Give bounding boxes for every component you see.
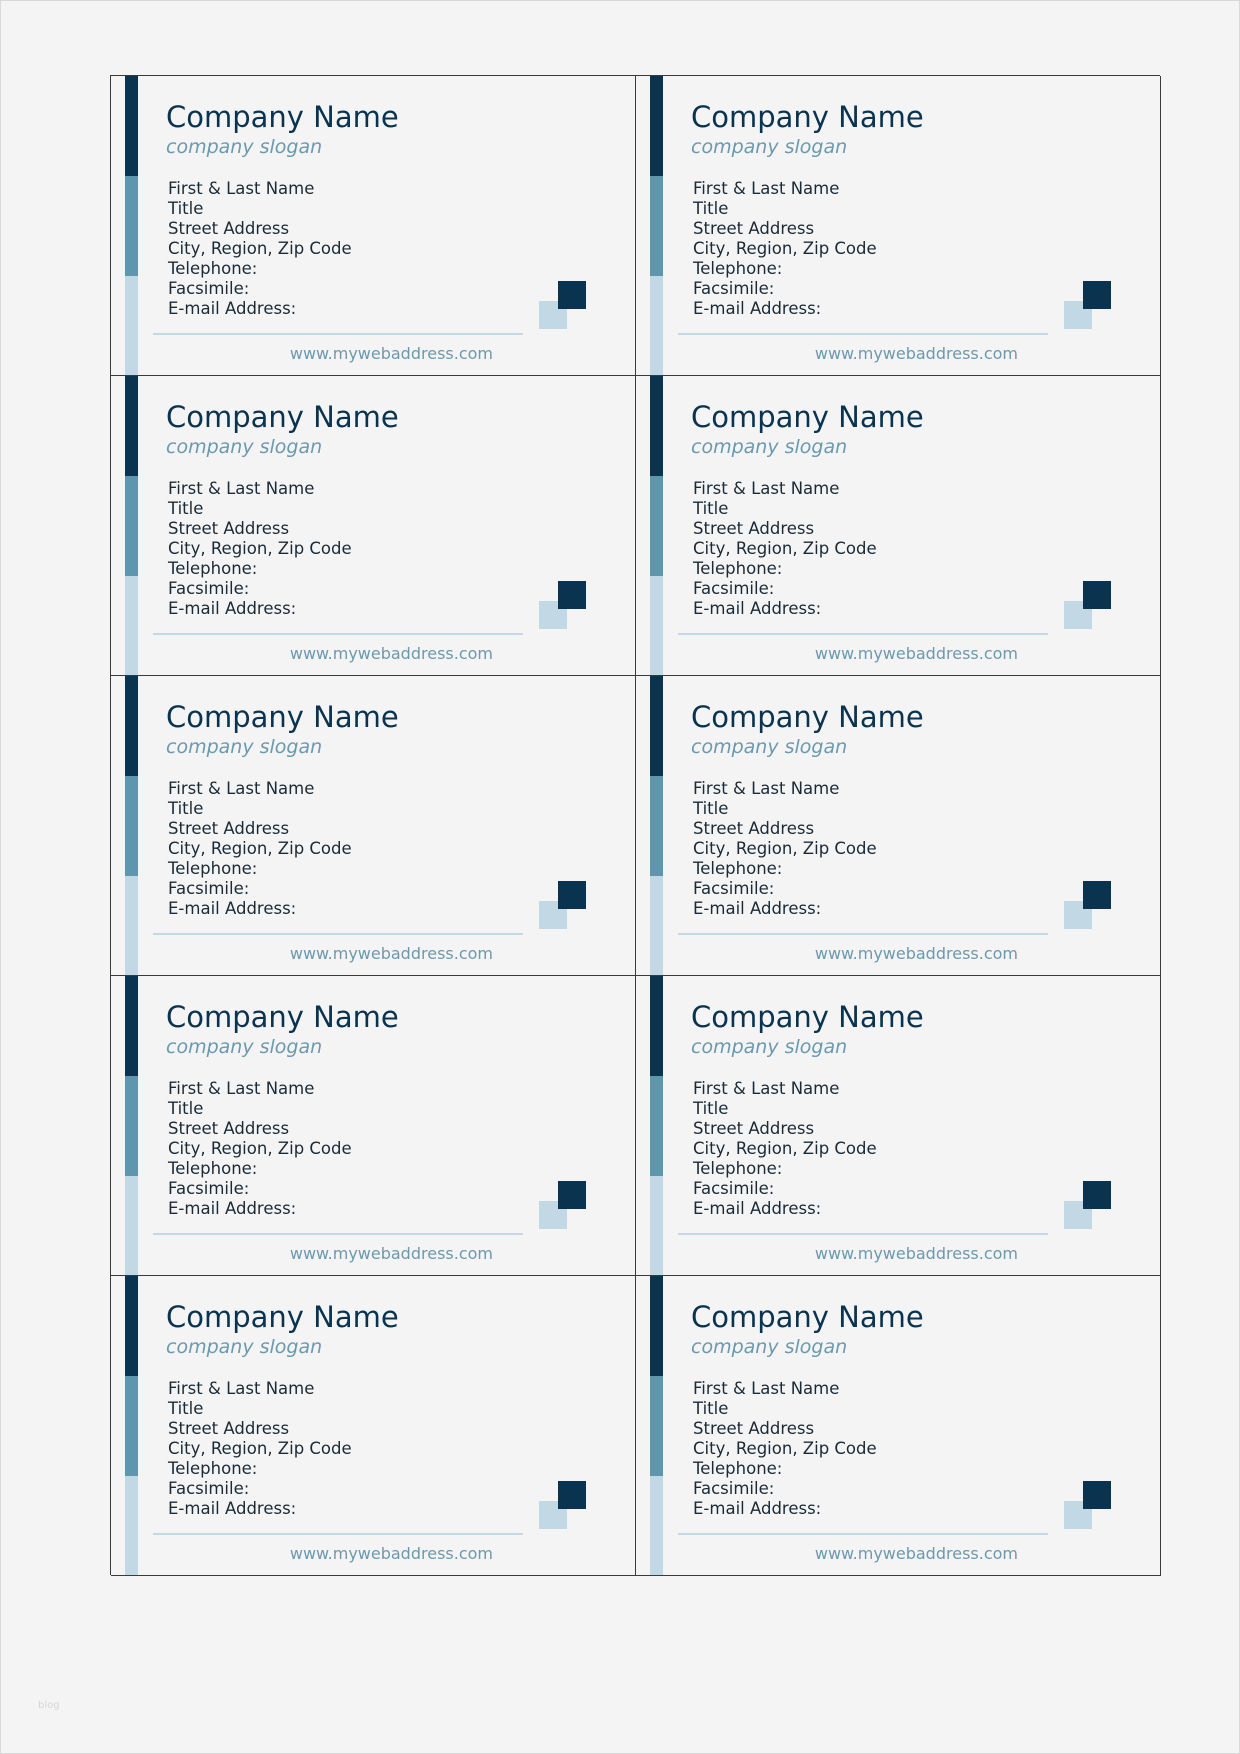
contact-name: First & Last Name <box>693 479 840 498</box>
contact-email: E-mail Address: <box>693 599 822 618</box>
website-link: www.mywebaddress.com <box>814 1244 1018 1263</box>
contact-street: Street Address <box>168 1119 290 1138</box>
logo-squares-icon <box>539 1481 587 1529</box>
contact-telephone: Telephone: <box>168 1159 258 1178</box>
company-name: Company Name <box>166 100 399 134</box>
contact-name: First & Last Name <box>693 179 840 198</box>
stripe-segment-navy <box>650 976 663 1076</box>
company-slogan: company slogan <box>691 1036 848 1058</box>
color-stripe <box>650 376 663 675</box>
watermark-text: blog <box>38 1700 60 1711</box>
website-link: www.mywebaddress.com <box>814 344 1018 363</box>
logo-square-dark <box>1083 581 1111 609</box>
stripe-segment-light <box>650 1476 663 1576</box>
website-link: www.mywebaddress.com <box>289 1244 493 1263</box>
company-name: Company Name <box>691 1000 924 1034</box>
company-slogan: company slogan <box>166 736 323 758</box>
contact-telephone: Telephone: <box>693 1459 783 1478</box>
contact-block <box>168 779 352 919</box>
business-card <box>636 976 1161 1276</box>
divider-line <box>678 933 1048 935</box>
logo-squares-icon <box>539 881 587 929</box>
business-card <box>636 376 1161 676</box>
contact-block <box>693 179 877 319</box>
website-link: www.mywebaddress.com <box>289 644 493 663</box>
stripe-segment-light <box>125 576 138 676</box>
stripe-segment-teal <box>650 1076 663 1176</box>
contact-street: Street Address <box>168 819 290 838</box>
contact-email: E-mail Address: <box>168 599 297 618</box>
business-card <box>111 376 636 676</box>
contact-name: First & Last Name <box>168 479 315 498</box>
contact-street: Street Address <box>693 1419 815 1438</box>
contact-title: Title <box>168 1099 204 1118</box>
color-stripe <box>650 76 663 375</box>
company-name: Company Name <box>166 400 399 434</box>
contact-block <box>168 1379 352 1519</box>
contact-city: City, Region, Zip Code <box>168 1439 352 1458</box>
contact-title: Title <box>693 1399 729 1418</box>
contact-city: City, Region, Zip Code <box>693 1139 877 1158</box>
color-stripe <box>125 76 138 375</box>
contact-street: Street Address <box>693 1119 815 1138</box>
logo-squares-icon <box>539 1181 587 1229</box>
business-card <box>111 676 636 976</box>
contact-street: Street Address <box>168 519 290 538</box>
contact-telephone: Telephone: <box>168 859 258 878</box>
contact-street: Street Address <box>693 519 815 538</box>
contact-block <box>168 179 352 319</box>
website-link: www.mywebaddress.com <box>814 644 1018 663</box>
contact-facsimile: Facsimile: <box>168 1479 250 1498</box>
color-stripe <box>125 976 138 1275</box>
contact-email: E-mail Address: <box>168 1499 297 1518</box>
divider-line <box>678 1233 1048 1235</box>
contact-block <box>693 479 877 619</box>
contact-name: First & Last Name <box>693 1379 840 1398</box>
contact-telephone: Telephone: <box>693 1159 783 1178</box>
color-stripe <box>650 1276 663 1575</box>
contact-title: Title <box>693 799 729 818</box>
logo-squares-icon <box>1064 881 1112 929</box>
contact-facsimile: Facsimile: <box>168 579 250 598</box>
logo-square-dark <box>558 881 586 909</box>
contact-city: City, Region, Zip Code <box>168 839 352 858</box>
business-card <box>111 1276 636 1576</box>
contact-facsimile: Facsimile: <box>168 1179 250 1198</box>
contact-email: E-mail Address: <box>168 899 297 918</box>
company-name: Company Name <box>166 1300 399 1334</box>
stripe-segment-navy <box>650 1276 663 1376</box>
logo-square-dark <box>558 1181 586 1209</box>
stripe-segment-navy <box>125 76 138 176</box>
stripe-segment-light <box>650 876 663 976</box>
stripe-segment-navy <box>125 676 138 776</box>
contact-facsimile: Facsimile: <box>693 579 775 598</box>
contact-city: City, Region, Zip Code <box>168 1139 352 1158</box>
company-slogan: company slogan <box>166 436 323 458</box>
color-stripe <box>650 976 663 1275</box>
stripe-segment-navy <box>125 376 138 476</box>
contact-street: Street Address <box>693 219 815 238</box>
logo-squares-icon <box>1064 1481 1112 1529</box>
contact-block <box>693 779 877 919</box>
color-stripe <box>125 676 138 975</box>
contact-title: Title <box>168 799 204 818</box>
contact-title: Title <box>168 1399 204 1418</box>
contact-city: City, Region, Zip Code <box>693 839 877 858</box>
company-slogan: company slogan <box>691 1336 848 1358</box>
contact-telephone: Telephone: <box>168 1459 258 1478</box>
company-slogan: company slogan <box>691 136 848 158</box>
divider-line <box>678 633 1048 635</box>
stripe-segment-teal <box>650 176 663 276</box>
business-card-sheet <box>110 75 1160 1575</box>
contact-email: E-mail Address: <box>693 1199 822 1218</box>
logo-square-dark <box>1083 1481 1111 1509</box>
contact-street: Street Address <box>168 219 290 238</box>
company-slogan: company slogan <box>166 1336 323 1358</box>
contact-name: First & Last Name <box>168 1079 315 1098</box>
website-link: www.mywebaddress.com <box>289 1544 493 1563</box>
business-card <box>636 76 1161 376</box>
contact-title: Title <box>693 499 729 518</box>
contact-facsimile: Facsimile: <box>693 1179 775 1198</box>
logo-square-dark <box>558 581 586 609</box>
company-name: Company Name <box>691 400 924 434</box>
contact-telephone: Telephone: <box>168 259 258 278</box>
contact-title: Title <box>168 499 204 518</box>
business-card <box>636 1276 1161 1576</box>
divider-line <box>153 1533 523 1535</box>
company-slogan: company slogan <box>166 136 323 158</box>
contact-facsimile: Facsimile: <box>693 879 775 898</box>
divider-line <box>678 1533 1048 1535</box>
stripe-segment-teal <box>650 476 663 576</box>
stripe-segment-light <box>125 876 138 976</box>
logo-square-dark <box>1083 1181 1111 1209</box>
color-stripe <box>125 1276 138 1575</box>
stripe-segment-teal <box>125 476 138 576</box>
company-name: Company Name <box>691 700 924 734</box>
business-card <box>636 676 1161 976</box>
company-name: Company Name <box>166 700 399 734</box>
stripe-segment-navy <box>125 976 138 1076</box>
company-slogan: company slogan <box>166 1036 323 1058</box>
stripe-segment-light <box>125 1176 138 1276</box>
business-card <box>111 976 636 1276</box>
stripe-segment-teal <box>125 1076 138 1176</box>
contact-email: E-mail Address: <box>693 299 822 318</box>
contact-street: Street Address <box>693 819 815 838</box>
logo-square-dark <box>558 281 586 309</box>
contact-facsimile: Facsimile: <box>693 279 775 298</box>
contact-street: Street Address <box>168 1419 290 1438</box>
logo-square-dark <box>558 1481 586 1509</box>
contact-city: City, Region, Zip Code <box>693 539 877 558</box>
stripe-segment-navy <box>650 76 663 176</box>
contact-block <box>168 479 352 619</box>
divider-line <box>678 333 1048 335</box>
company-name: Company Name <box>691 1300 924 1334</box>
contact-email: E-mail Address: <box>168 1199 297 1218</box>
company-name: Company Name <box>691 100 924 134</box>
company-slogan: company slogan <box>691 736 848 758</box>
color-stripe <box>125 376 138 675</box>
website-link: www.mywebaddress.com <box>814 1544 1018 1563</box>
website-link: www.mywebaddress.com <box>289 344 493 363</box>
stripe-segment-light <box>125 276 138 376</box>
divider-line <box>153 1233 523 1235</box>
contact-telephone: Telephone: <box>693 259 783 278</box>
stripe-segment-light <box>125 1476 138 1576</box>
contact-block <box>168 1079 352 1219</box>
stripe-segment-navy <box>650 676 663 776</box>
contact-city: City, Region, Zip Code <box>168 539 352 558</box>
contact-name: First & Last Name <box>168 179 315 198</box>
divider-line <box>153 333 523 335</box>
stripe-segment-navy <box>650 376 663 476</box>
company-slogan: company slogan <box>691 436 848 458</box>
contact-title: Title <box>168 199 204 218</box>
contact-title: Title <box>693 199 729 218</box>
contact-name: First & Last Name <box>168 779 315 798</box>
logo-squares-icon <box>539 281 587 329</box>
contact-email: E-mail Address: <box>168 299 297 318</box>
stripe-segment-teal <box>650 1376 663 1476</box>
stripe-segment-light <box>650 576 663 676</box>
contact-name: First & Last Name <box>693 779 840 798</box>
contact-city: City, Region, Zip Code <box>693 239 877 258</box>
contact-facsimile: Facsimile: <box>168 879 250 898</box>
contact-email: E-mail Address: <box>693 899 822 918</box>
contact-telephone: Telephone: <box>168 559 258 578</box>
logo-square-dark <box>1083 281 1111 309</box>
divider-line <box>153 933 523 935</box>
contact-facsimile: Facsimile: <box>693 1479 775 1498</box>
contact-block <box>693 1079 877 1219</box>
stripe-segment-teal <box>125 776 138 876</box>
contact-telephone: Telephone: <box>693 859 783 878</box>
business-card <box>111 76 636 376</box>
contact-name: First & Last Name <box>693 1079 840 1098</box>
contact-block <box>693 1379 877 1519</box>
stripe-segment-light <box>650 276 663 376</box>
divider-line <box>153 633 523 635</box>
contact-city: City, Region, Zip Code <box>168 239 352 258</box>
contact-email: E-mail Address: <box>693 1499 822 1518</box>
website-link: www.mywebaddress.com <box>289 944 493 963</box>
stripe-segment-light <box>650 1176 663 1276</box>
stripe-segment-navy <box>125 1276 138 1376</box>
logo-squares-icon <box>1064 1181 1112 1229</box>
logo-squares-icon <box>1064 281 1112 329</box>
stripe-segment-teal <box>125 1376 138 1476</box>
contact-title: Title <box>693 1099 729 1118</box>
company-name: Company Name <box>166 1000 399 1034</box>
logo-square-dark <box>1083 881 1111 909</box>
stripe-segment-teal <box>650 776 663 876</box>
contact-telephone: Telephone: <box>693 559 783 578</box>
contact-name: First & Last Name <box>168 1379 315 1398</box>
logo-squares-icon <box>539 581 587 629</box>
stripe-segment-teal <box>125 176 138 276</box>
color-stripe <box>650 676 663 975</box>
website-link: www.mywebaddress.com <box>814 944 1018 963</box>
contact-city: City, Region, Zip Code <box>693 1439 877 1458</box>
logo-squares-icon <box>1064 581 1112 629</box>
contact-facsimile: Facsimile: <box>168 279 250 298</box>
